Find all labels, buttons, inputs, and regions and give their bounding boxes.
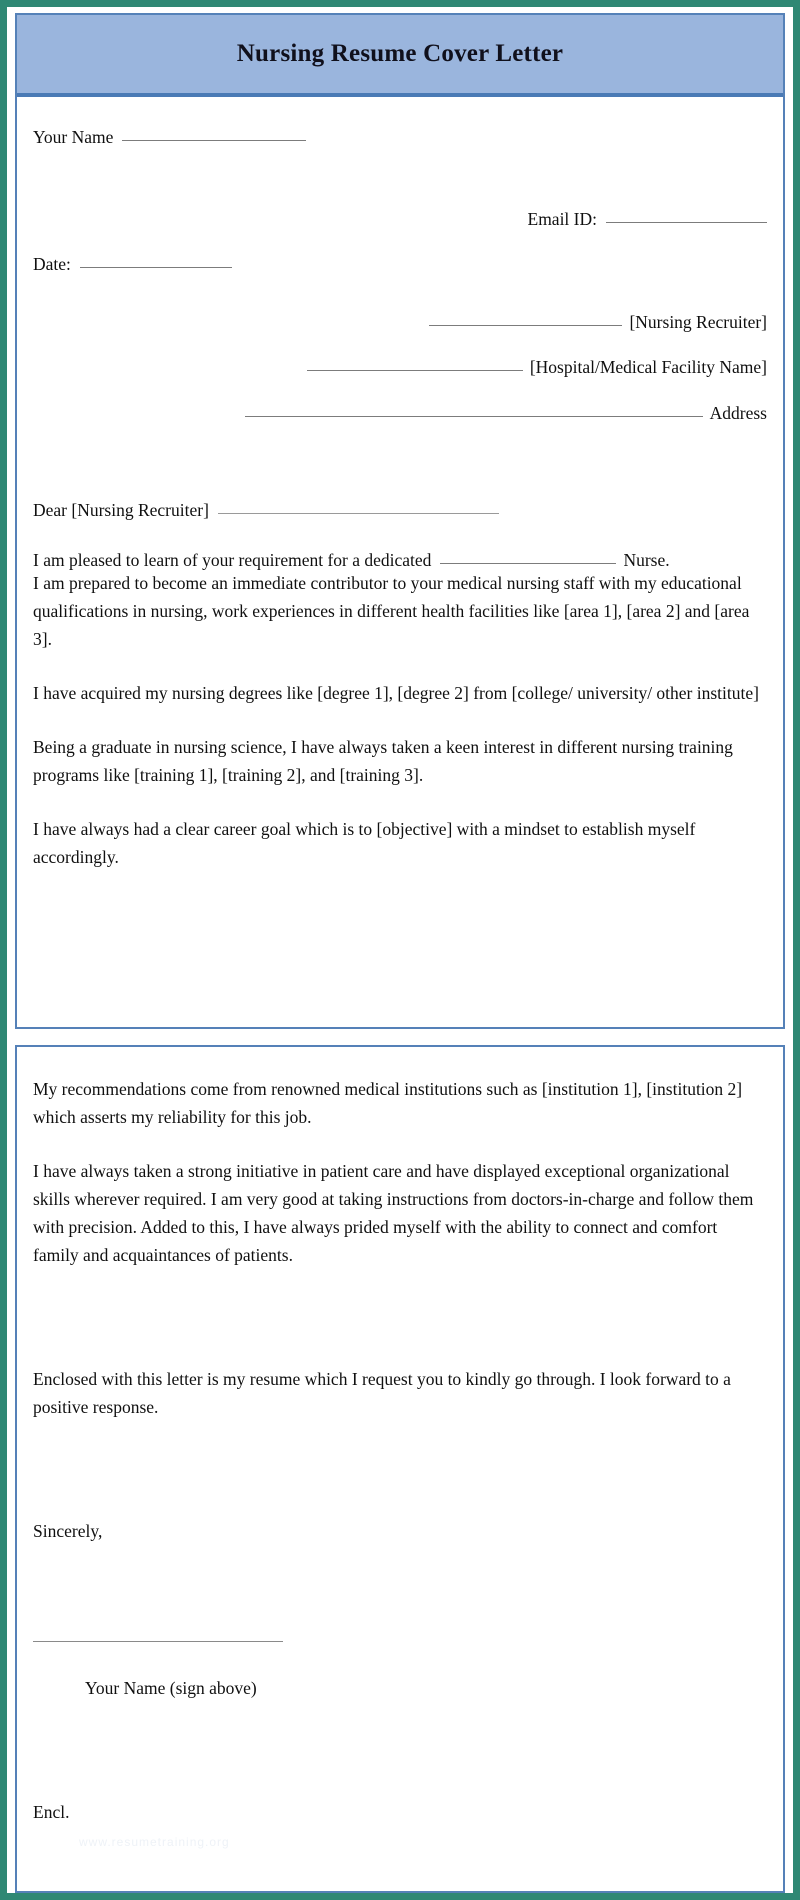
date-label: Date: xyxy=(33,254,71,274)
paragraph-7: Enclosed with this letter is my resume which I request you to kindly go through. I look forward to a positive response. xyxy=(33,1369,731,1417)
address-input-rule[interactable] xyxy=(245,416,703,417)
recruiter-label: [Nursing Recruiter] xyxy=(629,311,767,332)
date-input-rule[interactable] xyxy=(80,267,232,268)
paragraph-1-after-blank: Nurse. xyxy=(623,549,670,570)
site-watermark: www.resumetraining.org xyxy=(79,1835,230,1849)
paragraph-5: My recommendations come from renowned medical institutions such as [institution 1], [institution 2] which asserts my reliability for this job. xyxy=(33,1079,743,1127)
letter-panel-top xyxy=(15,13,785,1029)
email-input-rule[interactable] xyxy=(606,222,767,223)
signature-caption: Your Name (sign above) xyxy=(85,1678,257,1698)
email-row xyxy=(33,208,767,229)
title-banner xyxy=(17,15,783,97)
paragraph-6: I have always taken a strong initiative in patient care and have displayed exceptional organizational skills wherever required. I am very good at taking instructions from doctors-in-charge and follow them with precision. Added to this, I have always prided myself with the ability to connect and comfort family and acquaintances of patients. xyxy=(33,1161,754,1265)
salutation-row xyxy=(33,502,767,520)
address-row xyxy=(33,402,767,423)
sender-name-row xyxy=(33,129,767,147)
enclosure-label: Encl. xyxy=(33,1802,70,1822)
email-label: Email ID: xyxy=(527,208,597,229)
date-row xyxy=(33,256,767,274)
salutation-label: Dear [Nursing Recruiter] xyxy=(33,500,209,520)
paragraph-1-rest: I am prepared to become an immediate contributor to your medical nursing staff with my educational qualifications in nursing, work experiences in different health facilities like [area 1], [area 2] and [area 3]. xyxy=(33,573,750,649)
paragraph-1-before-blank: I am pleased to learn of your requirement for a dedicated xyxy=(33,549,432,570)
paragraph-4: I have always had a clear career goal which is to [objective] with a mindset to establish myself accordingly. xyxy=(33,819,696,867)
recruiter-input-rule[interactable] xyxy=(429,325,622,326)
recruiter-row xyxy=(33,311,767,332)
paragraph-1-first-line xyxy=(33,549,767,570)
letter-panel-bottom xyxy=(15,1045,785,1893)
sender-name-input-rule[interactable] xyxy=(122,140,306,141)
salutation-input-rule[interactable] xyxy=(218,513,499,514)
sender-name-label: Your Name xyxy=(33,127,114,147)
letter-body-block xyxy=(17,1047,783,1826)
page-title: Nursing Resume Cover Letter xyxy=(236,40,564,67)
paragraph-2: I have acquired my nursing degrees like [degree 1], [degree 2] from [college/ university/ other institute] xyxy=(33,683,759,703)
paragraph-1 xyxy=(33,549,767,654)
address-label: Address xyxy=(709,402,767,423)
position-input-rule[interactable] xyxy=(440,563,616,564)
facility-row xyxy=(33,359,767,377)
closing-sincerely: Sincerely, xyxy=(33,1521,103,1541)
paragraph-3: Being a graduate in nursing science, I have always taken a keen interest in different nursing training programs like [training 1], [training 2], and [training 3]. xyxy=(33,737,733,785)
facility-label: [Hospital/Medical Facility Name] xyxy=(529,357,767,377)
letter-header-block xyxy=(17,97,783,871)
facility-input-rule[interactable] xyxy=(307,370,523,371)
